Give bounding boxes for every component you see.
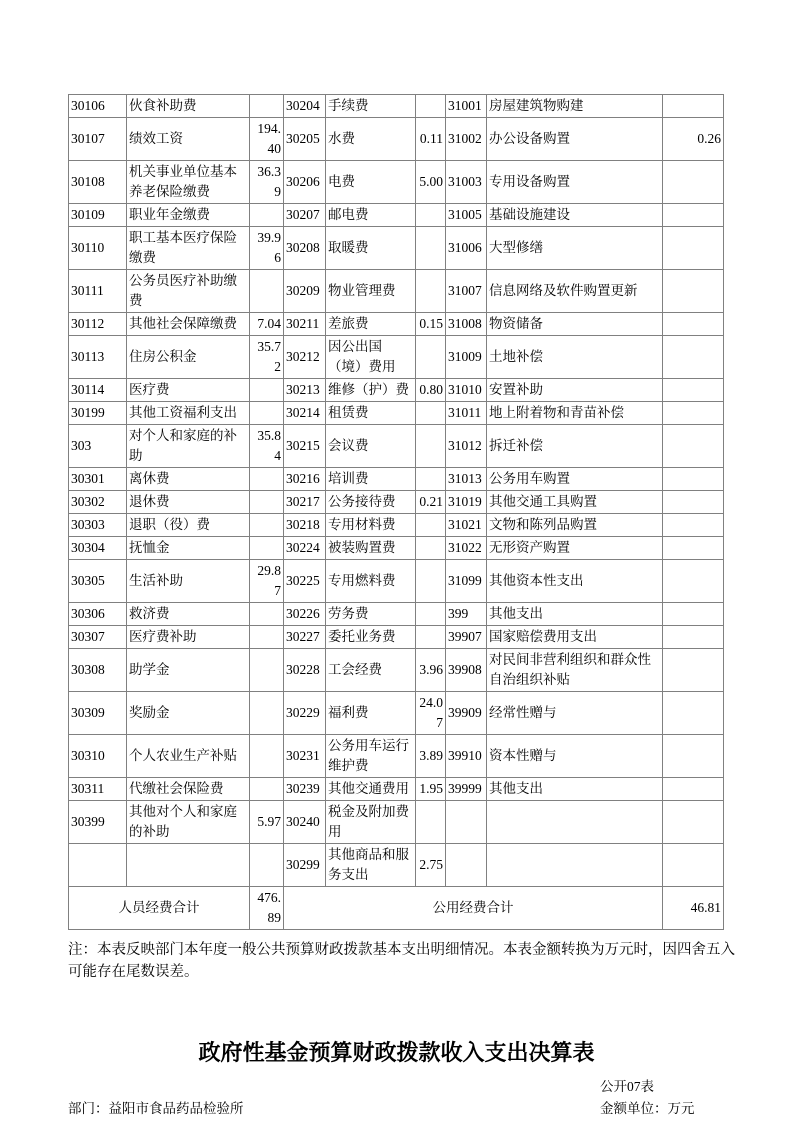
label-cell: 其他资本性支出 [487, 560, 663, 603]
label-cell: 绩效工资 [127, 118, 250, 161]
value-cell [250, 468, 284, 491]
label-cell: 税金及附加费用 [326, 801, 416, 844]
label-cell: 租赁费 [326, 402, 416, 425]
value-cell [663, 468, 724, 491]
code-cell: 30111 [69, 270, 127, 313]
code-cell: 30399 [69, 801, 127, 844]
value-cell [250, 692, 284, 735]
value-cell [250, 270, 284, 313]
code-cell: 30304 [69, 537, 127, 560]
code-cell: 30308 [69, 649, 127, 692]
value-cell [250, 778, 284, 801]
label-cell: 资本性赠与 [487, 735, 663, 778]
code-cell: 31009 [446, 336, 487, 379]
value-cell [663, 379, 724, 402]
value-cell [416, 425, 446, 468]
value-cell [663, 402, 724, 425]
table-row [69, 778, 724, 801]
label-cell: 公务员医疗补助缴费 [127, 270, 250, 313]
label-cell: 个人农业生产补贴 [127, 735, 250, 778]
code-cell: 30226 [284, 603, 326, 626]
table-total-row-group [69, 887, 724, 930]
code-cell: 30212 [284, 336, 326, 379]
label-cell: 拆迁补偿 [487, 425, 663, 468]
value-cell [663, 336, 724, 379]
code-cell: 30206 [284, 161, 326, 204]
label-cell: 电费 [326, 161, 416, 204]
value-cell [663, 844, 724, 887]
label-cell: 其他支出 [487, 603, 663, 626]
label-cell: 专用燃料费 [326, 560, 416, 603]
code-cell: 30109 [69, 204, 127, 227]
value-cell [663, 425, 724, 468]
department-label: 部门：益阳市食品药品检验所 [68, 1100, 244, 1116]
code-cell: 30306 [69, 603, 127, 626]
label-cell: 培训费 [326, 468, 416, 491]
table-row [69, 425, 724, 468]
value-cell [416, 560, 446, 603]
label-cell: 办公设备购置 [487, 118, 663, 161]
table-row [69, 95, 724, 118]
table-row [69, 402, 724, 425]
value-cell: 5.00 [416, 161, 446, 204]
value-cell [663, 603, 724, 626]
label-cell: 退休费 [127, 491, 250, 514]
code-cell: 399 [446, 603, 487, 626]
code-cell: 31002 [446, 118, 487, 161]
code-cell: 30107 [69, 118, 127, 161]
table-row [69, 468, 724, 491]
value-cell [416, 468, 446, 491]
personnel-total-value: 476.89 [250, 887, 284, 930]
table-row [69, 161, 724, 204]
label-cell: 离休费 [127, 468, 250, 491]
label-cell: 大型修缮 [487, 227, 663, 270]
code-cell: 30205 [284, 118, 326, 161]
code-cell: 30108 [69, 161, 127, 204]
table-row [69, 204, 724, 227]
code-cell: 31006 [446, 227, 487, 270]
label-cell: 机关事业单位基本养老保险缴费 [127, 161, 250, 204]
table-row [69, 603, 724, 626]
label-cell: 公务用车运行维护费 [326, 735, 416, 778]
table-row [69, 270, 724, 313]
value-cell [416, 537, 446, 560]
code-cell: 30112 [69, 313, 127, 336]
code-cell: 30239 [284, 778, 326, 801]
code-cell: 30303 [69, 514, 127, 537]
label-cell: 公务用车购置 [487, 468, 663, 491]
code-cell: 30217 [284, 491, 326, 514]
code-cell: 30208 [284, 227, 326, 270]
code-cell: 30305 [69, 560, 127, 603]
label-cell: 住房公积金 [127, 336, 250, 379]
label-cell: 其他社会保障缴费 [127, 313, 250, 336]
code-cell: 31013 [446, 468, 487, 491]
value-cell: 5.97 [250, 801, 284, 844]
value-cell [416, 336, 446, 379]
value-cell: 35.72 [250, 336, 284, 379]
value-cell: 24.07 [416, 692, 446, 735]
label-cell: 医疗费 [127, 379, 250, 402]
code-cell: 39999 [446, 778, 487, 801]
value-cell [663, 626, 724, 649]
basic-expenditure-detail-table [68, 94, 724, 930]
label-cell: 救济费 [127, 603, 250, 626]
label-cell: 劳务费 [326, 603, 416, 626]
code-cell: 30204 [284, 95, 326, 118]
label-cell: 奖励金 [127, 692, 250, 735]
value-cell [416, 626, 446, 649]
value-cell [663, 692, 724, 735]
table-meta-line [68, 1099, 725, 1119]
code-cell: 30231 [284, 735, 326, 778]
code-cell: 30225 [284, 560, 326, 603]
table-row [69, 491, 724, 514]
label-cell: 其他交通费用 [326, 778, 416, 801]
table-note: 注：本表反映部门本年度一般公共预算财政拨款基本支出明细情况。本表金额转换为万元时，因四舍五入可能存在尾数误差。 [68, 942, 735, 981]
label-cell: 对个人和家庭的补助 [127, 425, 250, 468]
value-cell [250, 514, 284, 537]
value-cell [663, 270, 724, 313]
label-cell: 医疗费补助 [127, 626, 250, 649]
code-cell: 31008 [446, 313, 487, 336]
value-cell [250, 95, 284, 118]
table-row [69, 537, 724, 560]
label-cell: 无形资产购置 [487, 537, 663, 560]
label-cell: 职业年金缴费 [127, 204, 250, 227]
table-row [69, 844, 724, 887]
label-cell: 生活补助 [127, 560, 250, 603]
code-cell: 30213 [284, 379, 326, 402]
label-cell: 公务接待费 [326, 491, 416, 514]
label-cell: 物资储备 [487, 313, 663, 336]
label-cell: 其他工资福利支出 [127, 402, 250, 425]
value-cell: 0.11 [416, 118, 446, 161]
label-cell: 被装购置费 [326, 537, 416, 560]
code-cell: 30211 [284, 313, 326, 336]
value-cell [663, 778, 724, 801]
value-cell [250, 844, 284, 887]
label-cell: 因公出国（境）费用 [326, 336, 416, 379]
label-cell: 工会经费 [326, 649, 416, 692]
value-cell [663, 649, 724, 692]
label-cell: 其他商品和服务支出 [326, 844, 416, 887]
code-cell: 30110 [69, 227, 127, 270]
value-cell [663, 801, 724, 844]
code-cell: 30302 [69, 491, 127, 514]
table-row [69, 379, 724, 402]
code-cell: 30106 [69, 95, 127, 118]
label-cell: 对民间非营利组织和群众性自治组织补贴 [487, 649, 663, 692]
code-cell: 31007 [446, 270, 487, 313]
value-cell [250, 649, 284, 692]
code-cell: 30240 [284, 801, 326, 844]
table-row [69, 336, 724, 379]
code-cell: 30307 [69, 626, 127, 649]
code-cell: 30215 [284, 425, 326, 468]
code-cell: 30218 [284, 514, 326, 537]
amount-unit-label: 金额单位：万元 [600, 1100, 695, 1116]
code-cell: 31011 [446, 402, 487, 425]
table-row [69, 649, 724, 692]
code-cell: 31012 [446, 425, 487, 468]
code-cell: 30207 [284, 204, 326, 227]
value-cell: 194.40 [250, 118, 284, 161]
value-cell [663, 735, 724, 778]
code-cell: 30311 [69, 778, 127, 801]
label-cell: 代缴社会保险费 [127, 778, 250, 801]
code-cell: 30216 [284, 468, 326, 491]
label-cell [487, 844, 663, 887]
code-cell: 30301 [69, 468, 127, 491]
label-cell: 维修（护）费 [326, 379, 416, 402]
label-cell: 伙食补助费 [127, 95, 250, 118]
code-cell: 30310 [69, 735, 127, 778]
code-cell: 30113 [69, 336, 127, 379]
value-cell: 0.26 [663, 118, 724, 161]
value-cell: 0.80 [416, 379, 446, 402]
value-cell [416, 402, 446, 425]
code-cell [69, 844, 127, 887]
code-cell: 30214 [284, 402, 326, 425]
code-cell [446, 801, 487, 844]
label-cell: 手续费 [326, 95, 416, 118]
value-cell [663, 491, 724, 514]
code-cell [446, 844, 487, 887]
label-cell: 抚恤金 [127, 537, 250, 560]
label-cell: 土地补偿 [487, 336, 663, 379]
code-cell: 31021 [446, 514, 487, 537]
label-cell: 专用材料费 [326, 514, 416, 537]
code-cell: 31099 [446, 560, 487, 603]
label-cell: 水费 [326, 118, 416, 161]
code-cell: 30309 [69, 692, 127, 735]
value-cell [663, 537, 724, 560]
code-cell: 30227 [284, 626, 326, 649]
label-cell: 福利费 [326, 692, 416, 735]
code-cell: 30114 [69, 379, 127, 402]
value-cell [663, 204, 724, 227]
table-number-label: 公开07表 [600, 1078, 654, 1094]
code-cell: 31005 [446, 204, 487, 227]
label-cell [127, 844, 250, 887]
table-row [69, 560, 724, 603]
label-cell: 差旅费 [326, 313, 416, 336]
value-cell [416, 227, 446, 270]
value-cell [663, 313, 724, 336]
label-cell: 委托业务费 [326, 626, 416, 649]
gov-fund-table-title: 政府性基金预算财政拨款收入支出决算表 [198, 1039, 595, 1065]
code-cell: 30228 [284, 649, 326, 692]
label-cell: 职工基本医疗保险缴费 [127, 227, 250, 270]
value-cell [416, 270, 446, 313]
label-cell: 其他交通工具购置 [487, 491, 663, 514]
code-cell: 39908 [446, 649, 487, 692]
label-cell: 取暖费 [326, 227, 416, 270]
value-cell: 3.89 [416, 735, 446, 778]
value-cell: 36.39 [250, 161, 284, 204]
label-cell: 会议费 [326, 425, 416, 468]
label-cell: 专用设备购置 [487, 161, 663, 204]
label-cell: 地上附着物和青苗补偿 [487, 402, 663, 425]
code-cell: 30209 [284, 270, 326, 313]
value-cell [663, 161, 724, 204]
label-cell: 退职（役）费 [127, 514, 250, 537]
public-total-label: 公用经费合计 [284, 887, 663, 930]
code-cell: 31003 [446, 161, 487, 204]
code-cell: 31001 [446, 95, 487, 118]
code-cell: 303 [69, 425, 127, 468]
value-cell [663, 514, 724, 537]
table-row [69, 692, 724, 735]
table-body [69, 95, 724, 887]
value-cell [663, 560, 724, 603]
value-cell: 2.75 [416, 844, 446, 887]
code-cell: 30299 [284, 844, 326, 887]
code-cell: 39907 [446, 626, 487, 649]
label-cell: 文物和陈列品购置 [487, 514, 663, 537]
value-cell [663, 227, 724, 270]
value-cell [416, 95, 446, 118]
label-cell: 其他对个人和家庭的补助 [127, 801, 250, 844]
value-cell [416, 603, 446, 626]
value-cell [250, 735, 284, 778]
table-row [69, 313, 724, 336]
code-cell: 30199 [69, 402, 127, 425]
value-cell [416, 801, 446, 844]
table-row [69, 514, 724, 537]
label-cell: 助学金 [127, 649, 250, 692]
value-cell: 29.87 [250, 560, 284, 603]
code-cell: 31022 [446, 537, 487, 560]
value-cell [250, 537, 284, 560]
value-cell [416, 204, 446, 227]
label-cell: 经常性赠与 [487, 692, 663, 735]
label-cell: 信息网络及软件购置更新 [487, 270, 663, 313]
code-cell: 30224 [284, 537, 326, 560]
label-cell [487, 801, 663, 844]
label-cell: 安置补助 [487, 379, 663, 402]
label-cell: 房屋建筑物购建 [487, 95, 663, 118]
table-row [69, 735, 724, 778]
table-row [69, 801, 724, 844]
code-cell: 30229 [284, 692, 326, 735]
value-cell: 7.04 [250, 313, 284, 336]
totals-row [69, 887, 724, 930]
value-cell [250, 204, 284, 227]
value-cell [250, 402, 284, 425]
value-cell: 0.15 [416, 313, 446, 336]
value-cell: 0.21 [416, 491, 446, 514]
value-cell [250, 626, 284, 649]
value-cell [250, 379, 284, 402]
code-cell: 31010 [446, 379, 487, 402]
label-cell: 基础设施建设 [487, 204, 663, 227]
label-cell: 物业管理费 [326, 270, 416, 313]
personnel-total-label: 人员经费合计 [69, 887, 250, 930]
public-total-value: 46.81 [663, 887, 724, 930]
label-cell: 国家赔偿费用支出 [487, 626, 663, 649]
code-cell: 39910 [446, 735, 487, 778]
code-cell: 31019 [446, 491, 487, 514]
code-cell: 39909 [446, 692, 487, 735]
value-cell [416, 514, 446, 537]
value-cell [250, 491, 284, 514]
value-cell [663, 95, 724, 118]
table-row [69, 626, 724, 649]
table-row [69, 118, 724, 161]
label-cell: 邮电费 [326, 204, 416, 227]
table-row [69, 227, 724, 270]
value-cell [250, 603, 284, 626]
label-cell: 其他支出 [487, 778, 663, 801]
value-cell: 35.84 [250, 425, 284, 468]
value-cell: 39.96 [250, 227, 284, 270]
value-cell: 1.95 [416, 778, 446, 801]
value-cell: 3.96 [416, 649, 446, 692]
